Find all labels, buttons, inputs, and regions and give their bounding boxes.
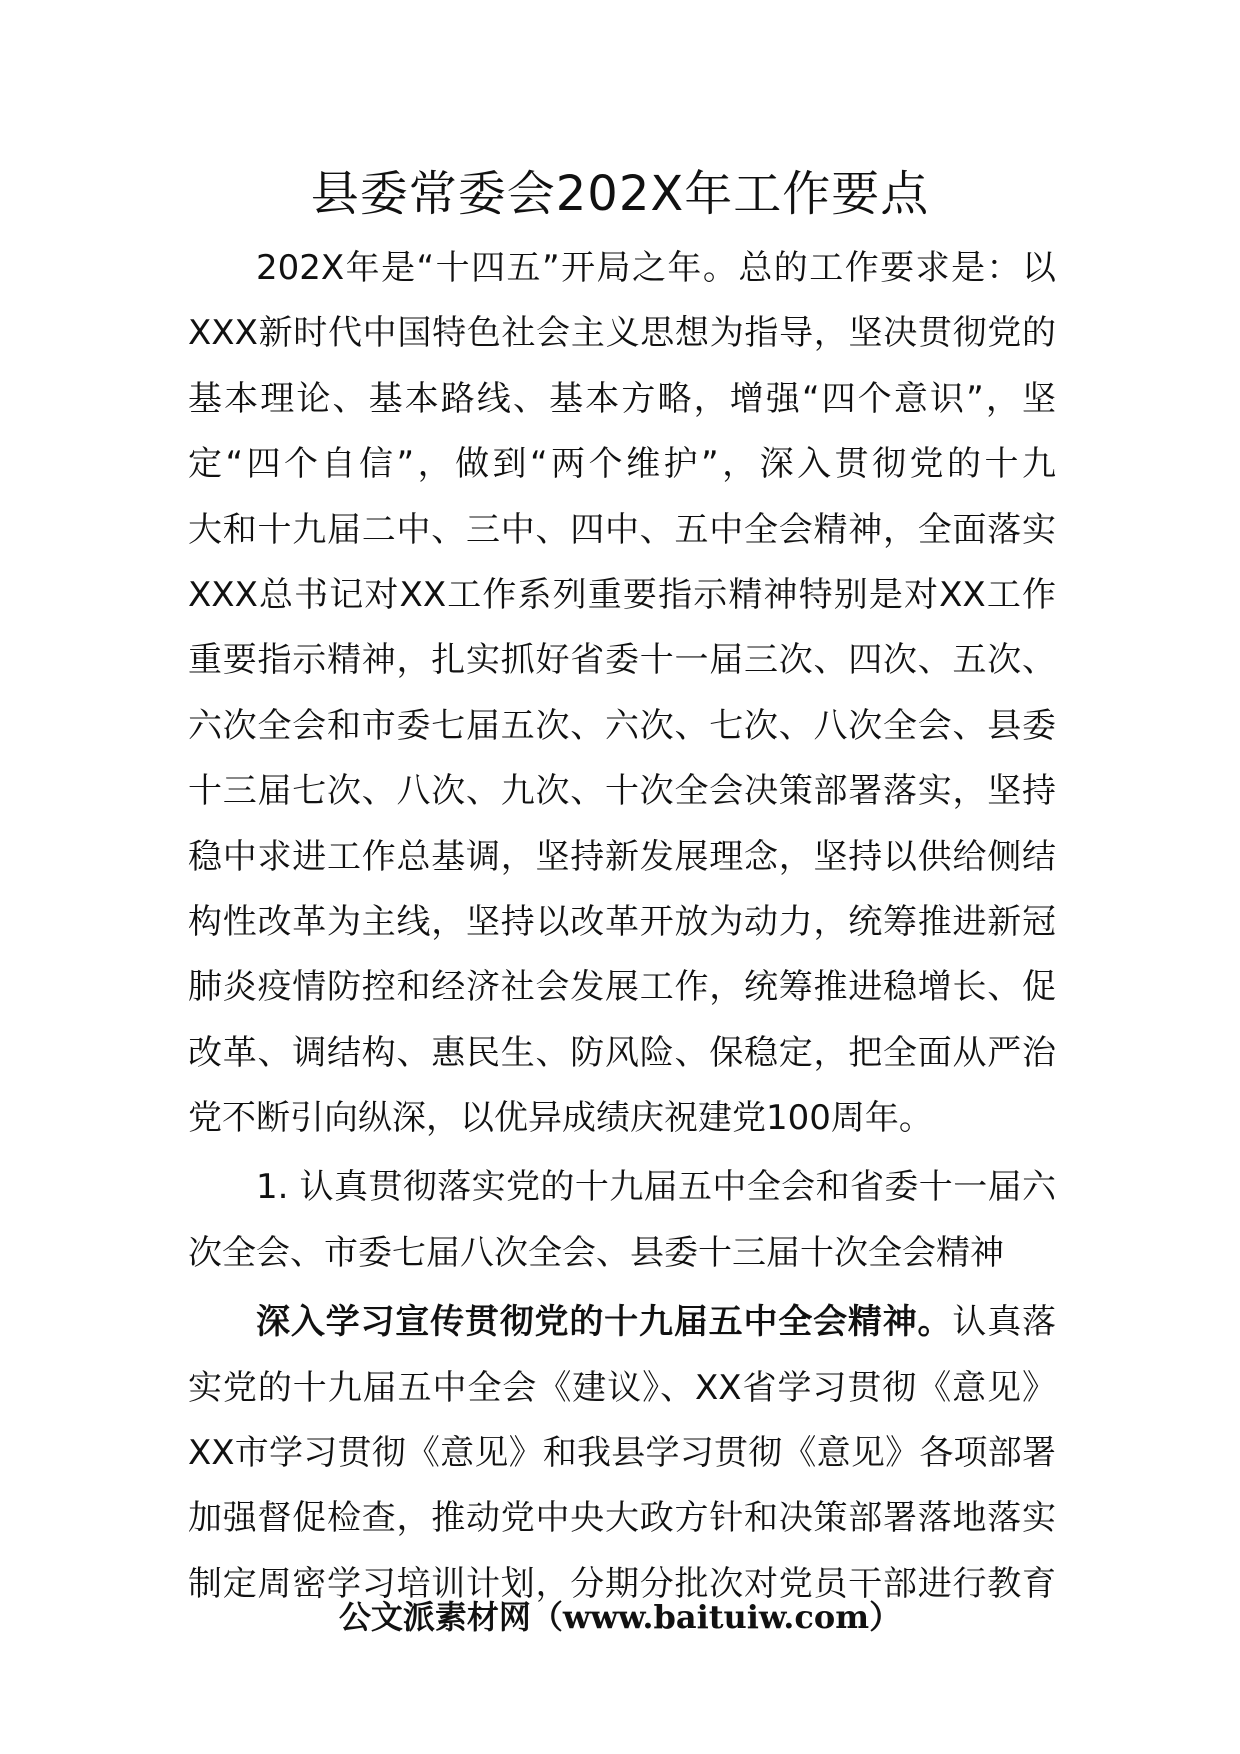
- paragraph-line: XXX总书记对XX工作系列重要指示精神特别是对XX工作: [188, 574, 1056, 615]
- paragraph-line: 202X年是“十四五”开局之年。总的工作要求是：以: [256, 248, 1056, 288]
- study-paragraph: [188, 1290, 1056, 1617]
- paragraph-line: 党不断引向纵深，以优异成绩庆祝建党100周年。: [188, 1098, 933, 1139]
- paragraph-line: 构性改革为主线，坚持以改革开放为动力，统筹推进新冠: [188, 901, 1056, 942]
- section-heading-line: 次全会、市委七届八次全会、县委十三届十次全会精神: [188, 1232, 1004, 1273]
- paragraph-line: XX市学习贯彻《意见》和我县学习贯彻《意见》各项部署: [188, 1433, 1056, 1474]
- paragraph-line: 六次全会和市委七届五次、六次、七次、八次全会、县委: [188, 705, 1056, 746]
- paragraph-line: 大和十九届二中、三中、四中、五中全会精神，全面落实: [188, 509, 1056, 550]
- paragraph-line: 加强督促检查，推动党中央大政方针和决策部署落地落实: [188, 1498, 1056, 1539]
- paragraph-line: [188, 1290, 1056, 1355]
- paragraph-lead-bold: 深入学习宣传贯彻党的十九届五中全会精神。: [256, 1302, 953, 1343]
- paragraph-line: 肺炎疫情防控和经济社会发展工作，统筹推进稳增长、促: [188, 967, 1056, 1008]
- paragraph-line: 改革、调结构、惠民生、防风险、保稳定，把全面从严治: [188, 1032, 1056, 1073]
- paragraph-line: 实党的十九届五中全会《建议》、XX省学习贯彻《意见》: [188, 1367, 1056, 1408]
- document-body: [188, 236, 1056, 1617]
- document-title: 县委常委会202X年工作要点: [310, 166, 930, 222]
- paragraph-line: 重要指示精神，扎实抓好省委十一届三次、四次、五次、: [188, 640, 1056, 681]
- paragraph-line: 基本理论、基本路线、基本方略，增强“四个意识”，坚: [188, 378, 1056, 419]
- paragraph-line: 十三届七次、八次、九次、十次全会决策部署落实，坚持: [188, 771, 1056, 812]
- section-heading-1: [188, 1155, 1056, 1286]
- paragraph-line: XXX新时代中国特色社会主义思想为指导，坚决贯彻党的: [188, 313, 1056, 354]
- paragraph-line: 制定周密学习培训计划，分期分批次对党员干部进行教育: [188, 1563, 1056, 1604]
- paragraph-lead-rest: 认真落: [952, 1302, 1057, 1343]
- section-heading-line: 1. 认真贯彻落实党的十九届五中全会和省委十一届六: [256, 1167, 1056, 1208]
- intro-paragraph: [188, 236, 1056, 1151]
- paragraph-line: 定“四个自信”，做到“两个维护”，深入贯彻党的十九: [188, 444, 1056, 485]
- paragraph-line: 稳中求进工作总基调，坚持新发展理念，坚持以供给侧结: [188, 836, 1056, 877]
- footer-watermark: 公文派素材网（www.baituiw.com）: [338, 1598, 902, 1636]
